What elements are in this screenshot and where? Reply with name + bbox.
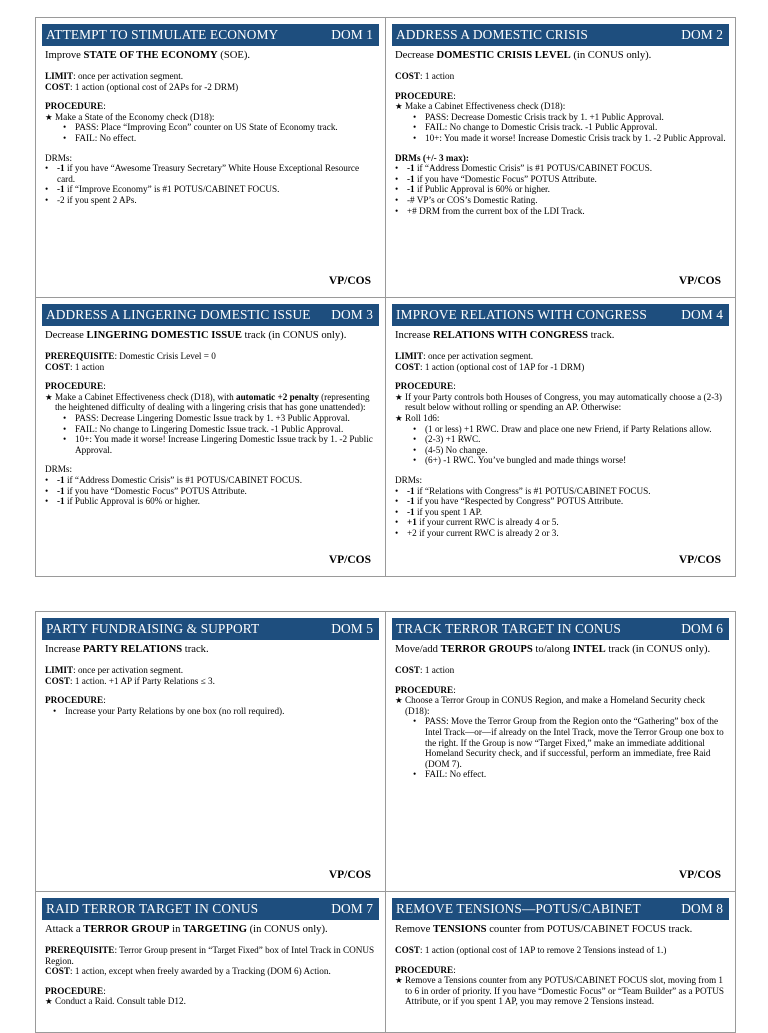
card-code: DOM 5 bbox=[331, 621, 373, 636]
card-intro: Attack a TERROR GROUP in TARGETING (in CONUS only). bbox=[45, 924, 328, 935]
card-code: DOM 2 bbox=[681, 27, 723, 42]
card-title: ADDRESS A DOMESTIC CRISIS bbox=[396, 27, 588, 42]
card-intro: Decrease DOMESTIC CRISIS LEVEL (in CONUS only). bbox=[395, 50, 652, 61]
card-dom-4 bbox=[386, 298, 735, 576]
drm-item: • -1 if “Relations with Congress” is #1 POTUS/CABINET FOCUS. bbox=[395, 486, 729, 497]
card-dom-7 bbox=[36, 892, 385, 1032]
procedure-list bbox=[395, 101, 729, 143]
card-header bbox=[392, 304, 729, 326]
drm-item: • +1 if your current RWC is already 4 or 5. bbox=[395, 517, 729, 528]
card-title: REMOVE TENSIONS—POTUS/CABINET bbox=[396, 901, 641, 916]
card-dom-8 bbox=[386, 892, 735, 1032]
procedure-list bbox=[45, 392, 379, 456]
card-dom-3 bbox=[36, 298, 385, 576]
procedure-item: • (1 or less) +1 RWC. Draw and place one new Friend, if Party Relations allow. bbox=[413, 424, 729, 435]
card-title: PARTY FUNDRAISING & SUPPORT bbox=[46, 621, 260, 636]
procedure-item: • PASS: Decrease Lingering Domestic Issue track by 1. +3 Public Approval. bbox=[63, 413, 379, 424]
card-intro: Remove TENSIONS counter from POTUS/CABINET FOCUS track. bbox=[395, 924, 693, 935]
card-footer: VP/COS bbox=[678, 554, 721, 566]
procedure-list bbox=[395, 392, 729, 466]
card-intro: Increase RELATIONS WITH CONGRESS track. bbox=[395, 330, 615, 341]
drm-item: • -2 if you spent 2 APs. bbox=[45, 195, 379, 206]
procedure-heading: PROCEDURE: bbox=[395, 381, 456, 392]
card-body bbox=[42, 50, 379, 206]
procedure-step: ★ Make a Cabinet Effectiveness check (D18): • PASS: Decrease Domestic Crisis track by 1. +1 Public Approval. • FAIL: No change to Domestic Crisis track. -1 Public Approval. • 10+: You made it worse! Increase Domestic Crisis track by 1. -2 Public Approval. bbox=[395, 101, 729, 143]
procedure-list bbox=[45, 996, 379, 1007]
card-header bbox=[392, 618, 729, 640]
drm-heading: DRMs: bbox=[45, 464, 73, 475]
card-body bbox=[42, 644, 379, 716]
cost-line: COST: 1 action. +1 AP if Party Relations ≤ 3. bbox=[45, 675, 215, 686]
card-code: DOM 8 bbox=[681, 901, 723, 916]
card-intro: Decrease LINGERING DOMESTIC ISSUE track (in CONUS only). bbox=[45, 330, 347, 341]
procedure-step: ★ Make a Cabinet Effectiveness check (D18), with automatic +2 penalty (representing the heightened difficulty of dealing with a lingering crisis that has gone unattended): • PASS: Decrease Lingering Domestic Issue track by 1. +3 Public Approval. • FAIL: No change to Lingering Domestic Issue track. -1 Public Approval. • 10+: You made it worse! Increase Lingering Domestic Issue track by 1. -2 Public Approval. bbox=[45, 392, 379, 456]
cost-line: COST: 1 action (optional cost of 2APs for -2 DRM) bbox=[45, 81, 239, 92]
drm-item: • -1 if you have “Domestic Focus” POTUS Attribute. bbox=[45, 486, 379, 497]
card-intro: Move/add TERROR GROUPS to/along INTEL track (in CONUS only). bbox=[395, 644, 711, 655]
procedure-step: ★ Conduct a Raid. Consult table D12. bbox=[45, 996, 379, 1007]
procedure-list bbox=[45, 112, 379, 144]
card-sheet-bottom bbox=[35, 611, 736, 1033]
card-intro: Improve STATE OF THE ECONOMY (SOE). bbox=[45, 50, 251, 61]
drm-item: • -1 if you have “Awesome Treasury Secretary” White House Exceptional Resource card. bbox=[45, 163, 379, 184]
card-dom-1 bbox=[36, 18, 385, 297]
procedure-heading: PROCEDURE: bbox=[395, 90, 456, 101]
procedure-item: • 10+: You made it worse! Increase Lingering Domestic Issue track by 1. -2 Public Approval. bbox=[63, 434, 379, 455]
card-header bbox=[42, 24, 379, 46]
limit-line: LIMIT: once per activation segment. bbox=[45, 71, 184, 81]
procedure-heading: PROCEDURE: bbox=[395, 964, 456, 975]
procedure-item: • FAIL: No effect. bbox=[63, 133, 379, 144]
drm-list bbox=[45, 475, 379, 507]
procedure-item: • Increase your Party Relations by one box (no roll required). bbox=[53, 706, 379, 717]
procedure-list bbox=[395, 695, 729, 780]
card-title: ADDRESS A LINGERING DOMESTIC ISSUE bbox=[46, 307, 311, 322]
card-header bbox=[42, 898, 379, 920]
limit-line: LIMIT: once per activation segment. bbox=[395, 351, 534, 361]
drm-item: • -1 if Public Approval is 60% or higher. bbox=[45, 496, 379, 507]
procedure-list bbox=[45, 706, 379, 717]
drm-item: • -1 if you spent 1 AP. bbox=[395, 507, 729, 518]
card-header bbox=[392, 24, 729, 46]
procedure-step: ★ If your Party controls both Houses of Congress, you may automatically choose a (2-3) result below without rolling or spending an AP. Otherwise: bbox=[395, 392, 729, 413]
limit-line: LIMIT: once per activation segment. bbox=[45, 665, 184, 675]
prerequisite-line: PREREQUISITE: Domestic Crisis Level = 0 bbox=[45, 351, 216, 361]
drm-list bbox=[395, 486, 729, 539]
procedure-heading: PROCEDURE: bbox=[395, 684, 456, 695]
card-footer: VP/COS bbox=[678, 869, 721, 881]
procedure-step: ★ Choose a Terror Group in CONUS Region, and make a Homeland Security check (D18): • PASS: Move the Terror Group from the Region onto the “Gathering” box of the Intel Track—or—if already on the Intel Track, move the Terror Group one box to the right. If the Group is now “Target Fixed,” make an immediate additional Homeland Security check, and if successful, perform an immediate, free Raid (DOM 7). • FAIL: No effect. bbox=[395, 695, 729, 780]
card-body bbox=[392, 644, 729, 780]
card-body bbox=[42, 330, 379, 507]
procedure-heading: PROCEDURE: bbox=[45, 381, 106, 392]
procedure-heading: PROCEDURE: bbox=[45, 985, 106, 996]
card-body bbox=[42, 924, 379, 1007]
card-code: DOM 3 bbox=[331, 307, 373, 322]
card-dom-5 bbox=[36, 612, 385, 891]
card-dom-6 bbox=[386, 612, 735, 891]
card-header bbox=[42, 304, 379, 326]
card-code: DOM 7 bbox=[331, 901, 373, 916]
drm-item: • +# DRM from the current box of the LDI Track. bbox=[395, 206, 729, 217]
card-footer: VP/COS bbox=[328, 275, 371, 287]
card-title: RAID TERROR TARGET IN CONUS bbox=[46, 901, 259, 916]
procedure-item: • FAIL: No change to Lingering Domestic Issue track. -1 Public Approval. bbox=[63, 424, 379, 435]
procedure-item: • (4-5) No change. bbox=[413, 445, 729, 456]
procedure-step: ★ Roll 1d6: • (1 or less) +1 RWC. Draw and place one new Friend, if Party Relations allow. • (2-3) +1 RWC. • (4-5) No change. • (6+) -1 RWC. You’ve bungled and made things worse! bbox=[395, 413, 729, 466]
drm-item: • +2 if your current RWC is already 2 or 3. bbox=[395, 528, 729, 539]
card-body bbox=[392, 924, 729, 1007]
drm-item: • -1 if you have “Domestic Focus” POTUS Attribute. bbox=[395, 174, 729, 185]
card-title: TRACK TERROR TARGET IN CONUS bbox=[396, 621, 621, 636]
procedure-item: • (6+) -1 RWC. You’ve bungled and made things worse! bbox=[413, 455, 729, 466]
cost-line: COST: 1 action bbox=[45, 361, 105, 372]
card-sheet-top bbox=[35, 17, 736, 577]
procedure-heading: PROCEDURE: bbox=[45, 101, 106, 112]
card-header bbox=[392, 898, 729, 920]
procedure-item: • PASS: Move the Terror Group from the Region onto the “Gathering” box of the Intel Track—or—if already on the Intel Track, move the Terror Group one box to the right. If the Group is now “Target Fixed,” make an immediate additional Homeland Security check, and if successful, perform an immediate, free Raid (DOM 7). bbox=[413, 716, 729, 769]
procedure-step: ★ Make a State of the Economy check (D18): • PASS: Place “Improving Econ” counter on US State of Economy track. • FAIL: No effect. bbox=[45, 112, 379, 144]
drm-item: • -1 if “Address Domestic Crisis” is #1 POTUS/CABINET FOCUS. bbox=[45, 475, 379, 486]
card-intro: Increase PARTY RELATIONS track. bbox=[45, 644, 209, 655]
drm-item: • -1 if “Improve Economy” is #1 POTUS/CABINET FOCUS. bbox=[45, 184, 379, 195]
cost-line: COST: 1 action (optional cost of 1AP to remove 2 Tensions instead of 1.) bbox=[395, 945, 667, 955]
drm-heading: DRMs (+/- 3 max): bbox=[395, 152, 469, 163]
card-footer: VP/COS bbox=[678, 275, 721, 287]
drm-list bbox=[395, 163, 729, 216]
card-code: DOM 4 bbox=[681, 307, 723, 322]
card-title: ATTEMPT TO STIMULATE ECONOMY bbox=[46, 27, 279, 42]
cost-line: COST: 1 action bbox=[395, 71, 455, 81]
card-code: DOM 6 bbox=[681, 621, 723, 636]
procedure-heading: PROCEDURE: bbox=[45, 695, 106, 706]
drm-item: • -# VP’s or COS’s Domestic Rating. bbox=[395, 195, 729, 206]
drm-list bbox=[45, 163, 379, 205]
cost-line: COST: 1 action, except when freely awarded by a Tracking (DOM 6) Action. bbox=[45, 966, 331, 977]
card-footer: VP/COS bbox=[328, 554, 371, 566]
card-body bbox=[392, 50, 729, 216]
procedure-list bbox=[395, 975, 729, 1007]
drm-heading: DRMs: bbox=[395, 474, 423, 485]
procedure-item: • FAIL: No change to Domestic Crisis track. -1 Public Approval. bbox=[413, 122, 729, 133]
prerequisite-line: PREREQUISITE: Terror Group present in “Target Fixed” box of Intel Track in CONUS Region. bbox=[45, 945, 375, 966]
cost-line: COST: 1 action (optional cost of 1AP for -1 DRM) bbox=[395, 361, 585, 372]
procedure-item: • (2-3) +1 RWC. bbox=[413, 434, 729, 445]
procedure-item: • FAIL: No effect. bbox=[413, 769, 729, 780]
procedure-item: • PASS: Decrease Domestic Crisis track by 1. +1 Public Approval. bbox=[413, 112, 729, 123]
drm-item: • -1 if Public Approval is 60% or higher. bbox=[395, 184, 729, 195]
card-title: IMPROVE RELATIONS WITH CONGRESS bbox=[396, 307, 647, 322]
drm-item: • -1 if “Address Domestic Crisis” is #1 POTUS/CABINET FOCUS. bbox=[395, 163, 729, 174]
card-footer: VP/COS bbox=[328, 869, 371, 881]
cost-line: COST: 1 action bbox=[395, 665, 455, 675]
drm-item: • -1 if you have “Respected by Congress” POTUS Attribute. bbox=[395, 496, 729, 507]
procedure-item: • 10+: You made it worse! Increase Domestic Crisis track by 1. -2 Public Approval. bbox=[413, 133, 729, 144]
card-dom-2 bbox=[386, 18, 735, 297]
card-code: DOM 1 bbox=[331, 27, 373, 42]
procedure-item: • PASS: Place “Improving Econ” counter on US State of Economy track. bbox=[63, 122, 379, 133]
card-body bbox=[392, 330, 729, 539]
card-header bbox=[42, 618, 379, 640]
drm-heading: DRMs: bbox=[45, 152, 73, 163]
procedure-step: ★ Remove a Tensions counter from any POTUS/CABINET FOCUS slot, moving from 1 to 6 in order of priority. If you have “Domestic Focus” or “Team Builder” as a POTUS Attribute, or if you spent 1 AP, you may remove 2 Tensions instead. bbox=[395, 975, 729, 1007]
